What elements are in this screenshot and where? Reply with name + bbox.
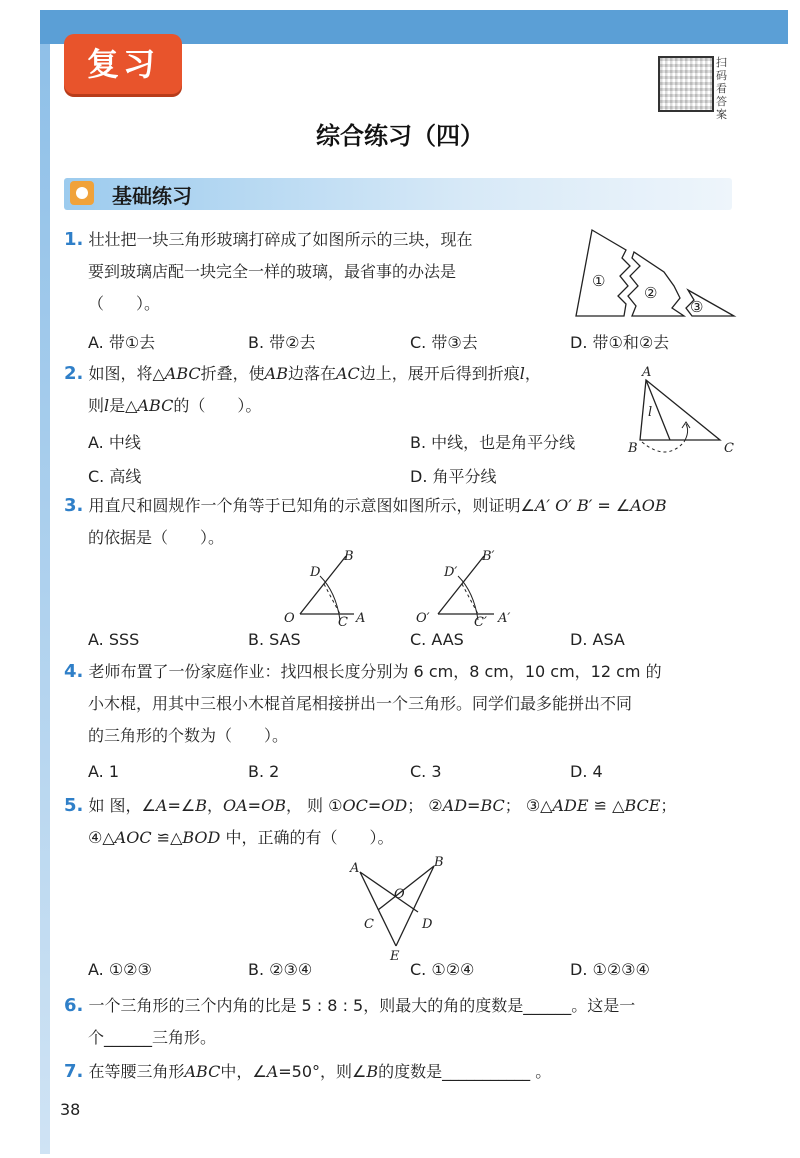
point-c-label: C bbox=[364, 917, 374, 932]
q5-math: OC bbox=[342, 796, 368, 815]
q5-text: ， bbox=[206, 796, 223, 815]
q5-option-b[interactable]: B. ②③④ bbox=[248, 960, 313, 979]
question-number: 2. bbox=[64, 363, 84, 384]
q3-text: = ∠ bbox=[592, 496, 631, 515]
point-a-label: A bbox=[356, 611, 366, 626]
q1-option-d[interactable]: D. 带①和②去 bbox=[570, 333, 670, 352]
point-b-label: B bbox=[434, 855, 444, 870]
q2-math: l bbox=[104, 396, 110, 415]
q5-figure-crossed-triangles bbox=[344, 854, 448, 962]
q2-text: 的（ ）。 bbox=[173, 396, 262, 415]
q4-text-line2: 小木棍，用其中三根小木棍首尾相接拼出一个三角形。同学们最多能拼出不同 bbox=[88, 694, 633, 713]
question-7[interactable] bbox=[64, 1056, 551, 1088]
q5-math: BCE bbox=[624, 796, 661, 815]
q4-option-a[interactable]: A. 1 bbox=[88, 762, 120, 781]
q5-text: =∠ bbox=[167, 796, 196, 815]
q5-text: 如 图，∠ bbox=[88, 796, 156, 815]
point-c-prime-label: C′ bbox=[474, 615, 487, 630]
q2-option-b[interactable]: B. 中线，也是角平分线 bbox=[410, 433, 576, 452]
vertex-a-label: A bbox=[642, 365, 652, 380]
question-6 bbox=[64, 990, 635, 1022]
question-1 bbox=[64, 224, 472, 256]
q2-math: AC bbox=[335, 364, 360, 383]
q5-text: = bbox=[467, 796, 481, 815]
q3-option-d[interactable]: D. ASA bbox=[570, 630, 625, 649]
question-2 bbox=[64, 358, 541, 390]
q6-text-line2[interactable]: 个______三角形。 bbox=[88, 1028, 217, 1047]
q1-option-a[interactable]: A. 带①去 bbox=[88, 333, 156, 352]
q2-text-line2 bbox=[88, 390, 261, 422]
q5-math: B bbox=[195, 796, 207, 815]
page-number: 38 bbox=[60, 1100, 81, 1119]
piece-1-label: ① bbox=[592, 272, 606, 290]
q2-text: 边上，展开后得到折痕 bbox=[359, 364, 520, 383]
q7-text: 在等腰三角形 bbox=[88, 1062, 185, 1081]
section-header bbox=[64, 178, 732, 210]
question-number: 5. bbox=[64, 795, 84, 816]
piece-3-label: ③ bbox=[690, 298, 704, 316]
q1-text-line3: （ ）。 bbox=[88, 294, 161, 313]
question-4 bbox=[64, 656, 662, 688]
left-color-bar bbox=[40, 44, 50, 1154]
q1-figure-broken-glass bbox=[574, 228, 736, 320]
q7-text: 中，∠ bbox=[220, 1062, 267, 1081]
q5-math: A bbox=[155, 796, 168, 815]
q5-text: ④△ bbox=[88, 828, 115, 847]
page-title: 综合练习（四） bbox=[316, 122, 484, 150]
q2-math: ABC bbox=[164, 364, 201, 383]
question-5 bbox=[64, 790, 676, 822]
piece-2-label: ② bbox=[644, 284, 658, 302]
q3-option-b[interactable]: B. SAS bbox=[248, 630, 301, 649]
point-d-prime-label: D′ bbox=[444, 565, 458, 580]
question-number: 4. bbox=[64, 661, 84, 682]
q7-text: =50°，则∠ bbox=[278, 1062, 367, 1081]
question-3 bbox=[64, 490, 667, 522]
q3-option-c[interactable]: C. AAS bbox=[410, 630, 464, 649]
q5-text: = bbox=[367, 796, 382, 815]
question-number: 7. bbox=[64, 1061, 84, 1082]
q7-math: B bbox=[366, 1062, 379, 1081]
q5-option-d[interactable]: D. ①②③④ bbox=[570, 960, 650, 979]
fold-line-label: l bbox=[648, 405, 653, 420]
q3-option-a[interactable]: A. SSS bbox=[88, 630, 140, 649]
q2-math: l bbox=[519, 364, 525, 383]
point-d-label: D bbox=[310, 565, 321, 580]
q2-text: 则 bbox=[88, 396, 105, 415]
q2-text: 折叠，使 bbox=[200, 364, 265, 383]
q2-option-c[interactable]: C. 高线 bbox=[88, 467, 142, 486]
qr-code-icon[interactable] bbox=[658, 56, 714, 112]
q2-text: ， bbox=[524, 364, 541, 383]
q2-text: 是△ bbox=[109, 396, 138, 415]
q1-text-line2: 要到玻璃店配一块完全一样的玻璃，最省事的办法是 bbox=[88, 262, 457, 281]
q5-math: OD bbox=[381, 796, 408, 815]
q5-math: BC bbox=[480, 796, 505, 815]
q3-figure-copied-angle bbox=[414, 548, 524, 628]
q5-math: BOD bbox=[182, 828, 221, 847]
q3-math: AOB bbox=[630, 496, 667, 515]
q2-option-d[interactable]: D. 角平分线 bbox=[410, 467, 497, 486]
point-e-label: E bbox=[390, 949, 400, 964]
q2-figure-triangle bbox=[626, 366, 736, 462]
q2-option-a[interactable]: A. 中线 bbox=[88, 433, 141, 452]
q1-option-b[interactable]: B. 带②去 bbox=[248, 333, 316, 352]
question-number: 1. bbox=[64, 229, 84, 250]
q5-math: OA bbox=[223, 796, 248, 815]
point-a-prime-label: A′ bbox=[498, 611, 511, 626]
point-a-label: A bbox=[350, 861, 360, 876]
q3-text: 用直尺和圆规作一个角等于已知角的示意图如图所示，则证明∠ bbox=[88, 496, 535, 515]
section-icon bbox=[70, 181, 94, 205]
q4-text-line1: 老师布置了一份家庭作业：找四根长度分别为 6 cm，8 cm，10 cm，12 cm 的 bbox=[88, 662, 662, 681]
q5-option-a[interactable]: A. ①②③ bbox=[88, 960, 152, 979]
question-number: 6. bbox=[64, 995, 84, 1016]
q4-option-b[interactable]: B. 2 bbox=[248, 762, 280, 781]
q3-math: A′ O′ B′ bbox=[534, 496, 593, 515]
point-c-label: C bbox=[338, 615, 348, 630]
q5-math: ADE bbox=[552, 796, 589, 815]
point-o-label: O bbox=[394, 887, 405, 902]
point-o-prime-label: O′ bbox=[416, 611, 430, 626]
q5-math: OB bbox=[261, 796, 286, 815]
q3-figure-original-angle bbox=[280, 548, 380, 628]
q5-text: 中，正确的有（ ）。 bbox=[220, 828, 394, 847]
point-o-label: O bbox=[284, 611, 295, 626]
q5-text: ≌△ bbox=[151, 828, 183, 847]
section-title: 基础练习 bbox=[112, 184, 192, 208]
q3-text-line2: 的依据是（ ）。 bbox=[88, 528, 225, 547]
q5-text: ≌ △ bbox=[588, 796, 625, 815]
q4-option-d[interactable]: D. 4 bbox=[570, 762, 603, 781]
q6-text-line1[interactable]: 一个三角形的三个内角的比是 5 : 8 : 5，则最大的角的度数是______。这是一 bbox=[88, 996, 636, 1015]
q5-text: = bbox=[247, 796, 262, 815]
point-d-label: D bbox=[422, 917, 433, 932]
q7-text: 的度数是___________ 。 bbox=[378, 1062, 552, 1081]
q5-text: ； ② bbox=[407, 796, 443, 815]
q7-math: ABC bbox=[184, 1062, 221, 1081]
question-number: 3. bbox=[64, 495, 84, 516]
q4-option-c[interactable]: C. 3 bbox=[410, 762, 442, 781]
q5-text: ， 则 ① bbox=[285, 796, 343, 815]
q5-text: ； bbox=[660, 796, 677, 815]
qr-label: 扫码看答案 bbox=[716, 56, 727, 121]
q2-text: 边落在 bbox=[287, 364, 336, 383]
q1-option-c[interactable]: C. 带③去 bbox=[410, 333, 478, 352]
q5-math: AOC bbox=[114, 828, 152, 847]
point-b-label: B bbox=[344, 549, 354, 564]
vertex-c-label: C bbox=[724, 441, 734, 456]
q2-text: 如图，将△ bbox=[88, 364, 165, 383]
q5-option-c[interactable]: C. ①②④ bbox=[410, 960, 475, 979]
q2-math: ABC bbox=[137, 396, 174, 415]
point-b-prime-label: B′ bbox=[482, 549, 495, 564]
q5-text-line2 bbox=[88, 822, 393, 854]
q4-text-line3: 的三角形的个数为（ ）。 bbox=[88, 726, 289, 745]
q5-math: AD bbox=[442, 796, 468, 815]
vertex-b-label: B bbox=[628, 441, 638, 456]
review-tab: 复习 bbox=[64, 34, 182, 94]
q2-math: AB bbox=[264, 364, 288, 383]
q5-text: ； ③△ bbox=[504, 796, 553, 815]
q1-text-line1: 壮壮把一块三角形玻璃打碎成了如图所示的三块，现在 bbox=[88, 230, 473, 249]
q7-math: A bbox=[266, 1062, 279, 1081]
